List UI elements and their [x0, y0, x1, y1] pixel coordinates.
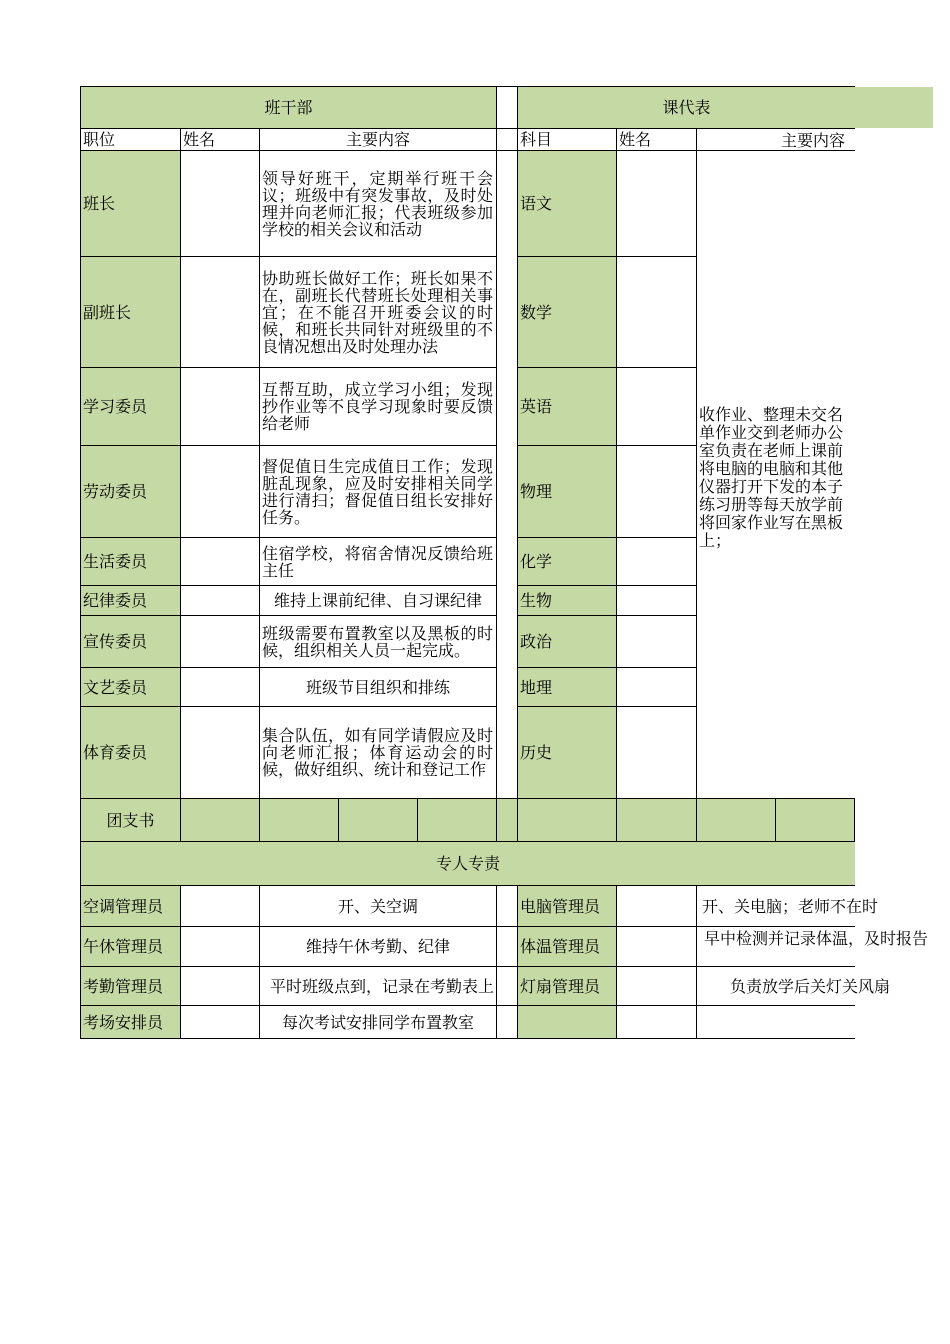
role-cell — [80, 367, 181, 446]
rep-name-cell[interactable] — [616, 150, 697, 257]
spacer-cell — [496, 128, 518, 151]
role-label: 副班长 — [83, 302, 132, 322]
special-role-label: 考勤管理员 — [83, 976, 164, 996]
role-label: 班长 — [83, 194, 116, 213]
col-header-rep-name — [616, 128, 697, 151]
special-duty-text: 开、关电脑；老师不在时 — [702, 897, 879, 916]
special-duty-text: 早中检测并记录体温，及时报告 — [703, 929, 928, 948]
subject-label: 数学 — [520, 302, 553, 322]
subject-label: 化学 — [520, 552, 553, 571]
class-committee-header-label: 班干部 — [264, 98, 313, 117]
special-name-cell[interactable] — [616, 1005, 697, 1039]
duty-cell — [259, 367, 497, 446]
role-cell — [80, 256, 181, 368]
col-header-name-label: 姓名 — [183, 130, 216, 149]
spacer-cell — [496, 885, 518, 927]
rep-name-cell[interactable] — [616, 256, 697, 368]
spacer-column — [496, 150, 518, 799]
spacer-cell — [496, 966, 518, 1006]
league-cell[interactable] — [338, 798, 418, 842]
special-role-cell — [80, 1005, 181, 1039]
role-label: 纪律委员 — [83, 591, 148, 610]
special-name-cell[interactable] — [180, 966, 260, 1006]
special-duty-cell — [259, 1005, 497, 1039]
subject-label: 物理 — [520, 482, 553, 501]
duty-cell — [259, 585, 497, 616]
special-duty-cell — [259, 926, 497, 967]
spacer-cell — [496, 86, 518, 129]
league-cell — [496, 798, 518, 842]
col-header-content — [259, 128, 497, 151]
subject-cell — [517, 585, 617, 616]
rep-name-cell[interactable] — [616, 445, 697, 538]
role-label: 体育委员 — [83, 743, 148, 762]
duty-text: 互帮互助，成立学习小组；发现抄作业等不良学习现象时要反馈给老师 — [262, 380, 493, 433]
special-duty-cell — [696, 1005, 855, 1039]
name-cell[interactable] — [180, 615, 260, 668]
league-cell[interactable] — [417, 798, 497, 842]
special-role-cell — [517, 966, 617, 1006]
special-role-cell — [80, 966, 181, 1006]
name-cell[interactable] — [180, 256, 260, 368]
duty-cell — [259, 667, 497, 707]
rep-name-cell[interactable] — [616, 706, 697, 799]
subject-cell — [517, 150, 617, 257]
duty-cell — [259, 256, 497, 368]
special-duty-cell — [696, 966, 891, 1006]
special-name-cell[interactable] — [180, 1005, 260, 1039]
subject-label: 历史 — [520, 743, 553, 762]
role-cell — [80, 445, 181, 538]
name-cell[interactable] — [180, 445, 260, 538]
subject-label: 英语 — [520, 397, 553, 416]
col-header-role-label: 职位 — [83, 130, 116, 149]
special-role-label: 空调管理员 — [83, 896, 164, 916]
role-cell — [80, 615, 181, 668]
special-duty-text: 每次考试安排同学布置教室 — [281, 1012, 474, 1032]
rep-duty-text: 收作业、整理未交名单作业交到老师办公室负责在老师上课前将电脑的电脑和其他仪器打开下发的本子练习册等每天放学前将回家作业写在黑板上； — [699, 405, 844, 550]
special-name-cell[interactable] — [180, 885, 260, 927]
subject-cell — [517, 706, 617, 799]
role-cell — [80, 585, 181, 616]
name-cell[interactable] — [180, 585, 260, 616]
duty-cell — [259, 615, 497, 668]
special-role-cell — [517, 926, 617, 967]
rep-duty-merged-cell — [696, 150, 855, 799]
role-cell — [80, 537, 181, 586]
special-name-cell[interactable] — [616, 926, 697, 967]
role-label: 劳动委员 — [83, 482, 148, 501]
special-duty-cell — [696, 885, 879, 927]
subject-cell — [517, 667, 617, 707]
subject-cell — [517, 445, 617, 538]
special-role-label: 考场安排员 — [83, 1012, 164, 1032]
subject-reps-header-label: 课代表 — [662, 98, 711, 117]
league-cell[interactable] — [696, 798, 776, 842]
duty-text: 住宿学校，将宿舍情况反馈给班主任 — [262, 543, 493, 580]
name-cell[interactable] — [180, 706, 260, 799]
special-name-cell[interactable] — [616, 966, 697, 1006]
special-duties-header — [80, 841, 855, 886]
spacer-cell — [496, 926, 518, 967]
name-cell[interactable] — [180, 150, 260, 257]
duty-text: 班级节目组织和排练 — [305, 677, 450, 697]
subject-reps-header — [517, 86, 855, 129]
duty-cell — [259, 445, 497, 538]
league-cell[interactable] — [259, 798, 339, 842]
special-role-label: 电脑管理员 — [520, 896, 601, 916]
duty-text: 协助班长做好工作；班长如果不在，副班长代替班长处理相关事宜；在不能召开班委会议的时候，和班长共同针对班级里的不良情况想出及时处理办法 — [262, 268, 493, 356]
league-secretary-label: 团支书 — [106, 810, 155, 830]
duty-text: 督促值日生完成值日工作；发现脏乱现象，应及时安排相关同学进行清扫；督促值日组长安排好任务。 — [262, 456, 493, 527]
special-role-label: 灯扇管理员 — [520, 976, 601, 996]
duty-text: 集合队伍，如有同学请假应及时向老师汇报；体育运动会的时候，做好组织、统计和登记工作 — [262, 726, 493, 779]
special-duty-text: 平时班级点到，记录在考勤表上 — [269, 977, 494, 996]
duty-cell — [259, 706, 497, 799]
col-header-role — [80, 128, 181, 151]
subject-label: 生物 — [520, 591, 553, 610]
col-header-name — [180, 128, 260, 151]
rep-name-cell[interactable] — [616, 667, 697, 707]
rep-name-cell[interactable] — [616, 585, 697, 616]
special-duty-cell — [696, 926, 928, 967]
role-label: 宣传委员 — [83, 632, 148, 651]
special-role-label: 体温管理员 — [520, 937, 601, 956]
col-header-rep-content — [696, 128, 855, 151]
duty-text: 班级需要布置教室以及黑板的时候，组织相关人员一起完成。 — [262, 623, 493, 660]
duty-text: 领导好班干，定期举行班干会议；班级中有突发事故，及时处理并向老师汇报；代表班级参加学校的相关会议和活动 — [262, 168, 493, 239]
subject-label: 政治 — [520, 632, 553, 651]
special-duty-text: 开、关空调 — [337, 896, 418, 916]
special-duty-cell — [259, 885, 497, 927]
header-overflow-fill — [855, 87, 933, 128]
league-secretary-label-cell — [80, 798, 181, 842]
special-duty-cell — [259, 966, 497, 1006]
name-cell[interactable] — [180, 537, 260, 586]
role-cell — [80, 150, 181, 257]
league-cell[interactable] — [517, 798, 617, 842]
league-cell[interactable] — [180, 798, 260, 842]
subject-cell — [517, 367, 617, 446]
special-duties-header-label: 专人专责 — [435, 854, 500, 873]
special-role-cell — [80, 885, 181, 927]
special-duty-text: 维持午休考勤、纪律 — [305, 937, 450, 956]
rep-name-cell[interactable] — [616, 615, 697, 668]
duty-cell — [259, 150, 497, 257]
role-label: 文艺委员 — [83, 677, 148, 697]
subject-label: 语文 — [520, 194, 553, 213]
subject-cell — [517, 615, 617, 668]
special-name-cell[interactable] — [180, 926, 260, 967]
subject-cell — [517, 256, 617, 368]
special-role-cell — [80, 926, 181, 967]
league-cell[interactable] — [616, 798, 697, 842]
col-header-subject-label: 科目 — [520, 130, 553, 149]
subject-label: 地理 — [520, 677, 553, 697]
role-label: 生活委员 — [83, 552, 148, 571]
subject-cell — [517, 537, 617, 586]
special-role-label: 午休管理员 — [83, 937, 164, 956]
special-role-cell — [517, 885, 617, 927]
col-header-content-label: 主要内容 — [345, 130, 410, 149]
league-cell[interactable] — [775, 798, 855, 842]
role-cell — [80, 706, 181, 799]
name-cell[interactable] — [180, 667, 260, 707]
duty-text: 维持上课前纪律、自习课纪律 — [273, 591, 482, 610]
special-name-cell[interactable] — [616, 885, 697, 927]
role-label: 学习委员 — [83, 397, 148, 416]
col-header-subject — [517, 128, 617, 151]
col-header-rep-name-label: 姓名 — [619, 130, 652, 149]
role-cell — [80, 667, 181, 707]
special-role-cell — [517, 1005, 617, 1039]
spacer-cell — [496, 1005, 518, 1039]
duty-cell — [259, 537, 497, 586]
class-committee-header — [80, 86, 497, 129]
rep-name-cell[interactable] — [616, 537, 697, 586]
name-cell[interactable] — [180, 367, 260, 446]
rep-name-cell[interactable] — [616, 367, 697, 446]
col-header-rep-content-label: 主要内容 — [781, 131, 846, 150]
special-duty-text: 负责放学后关灯关风扇 — [730, 977, 891, 996]
